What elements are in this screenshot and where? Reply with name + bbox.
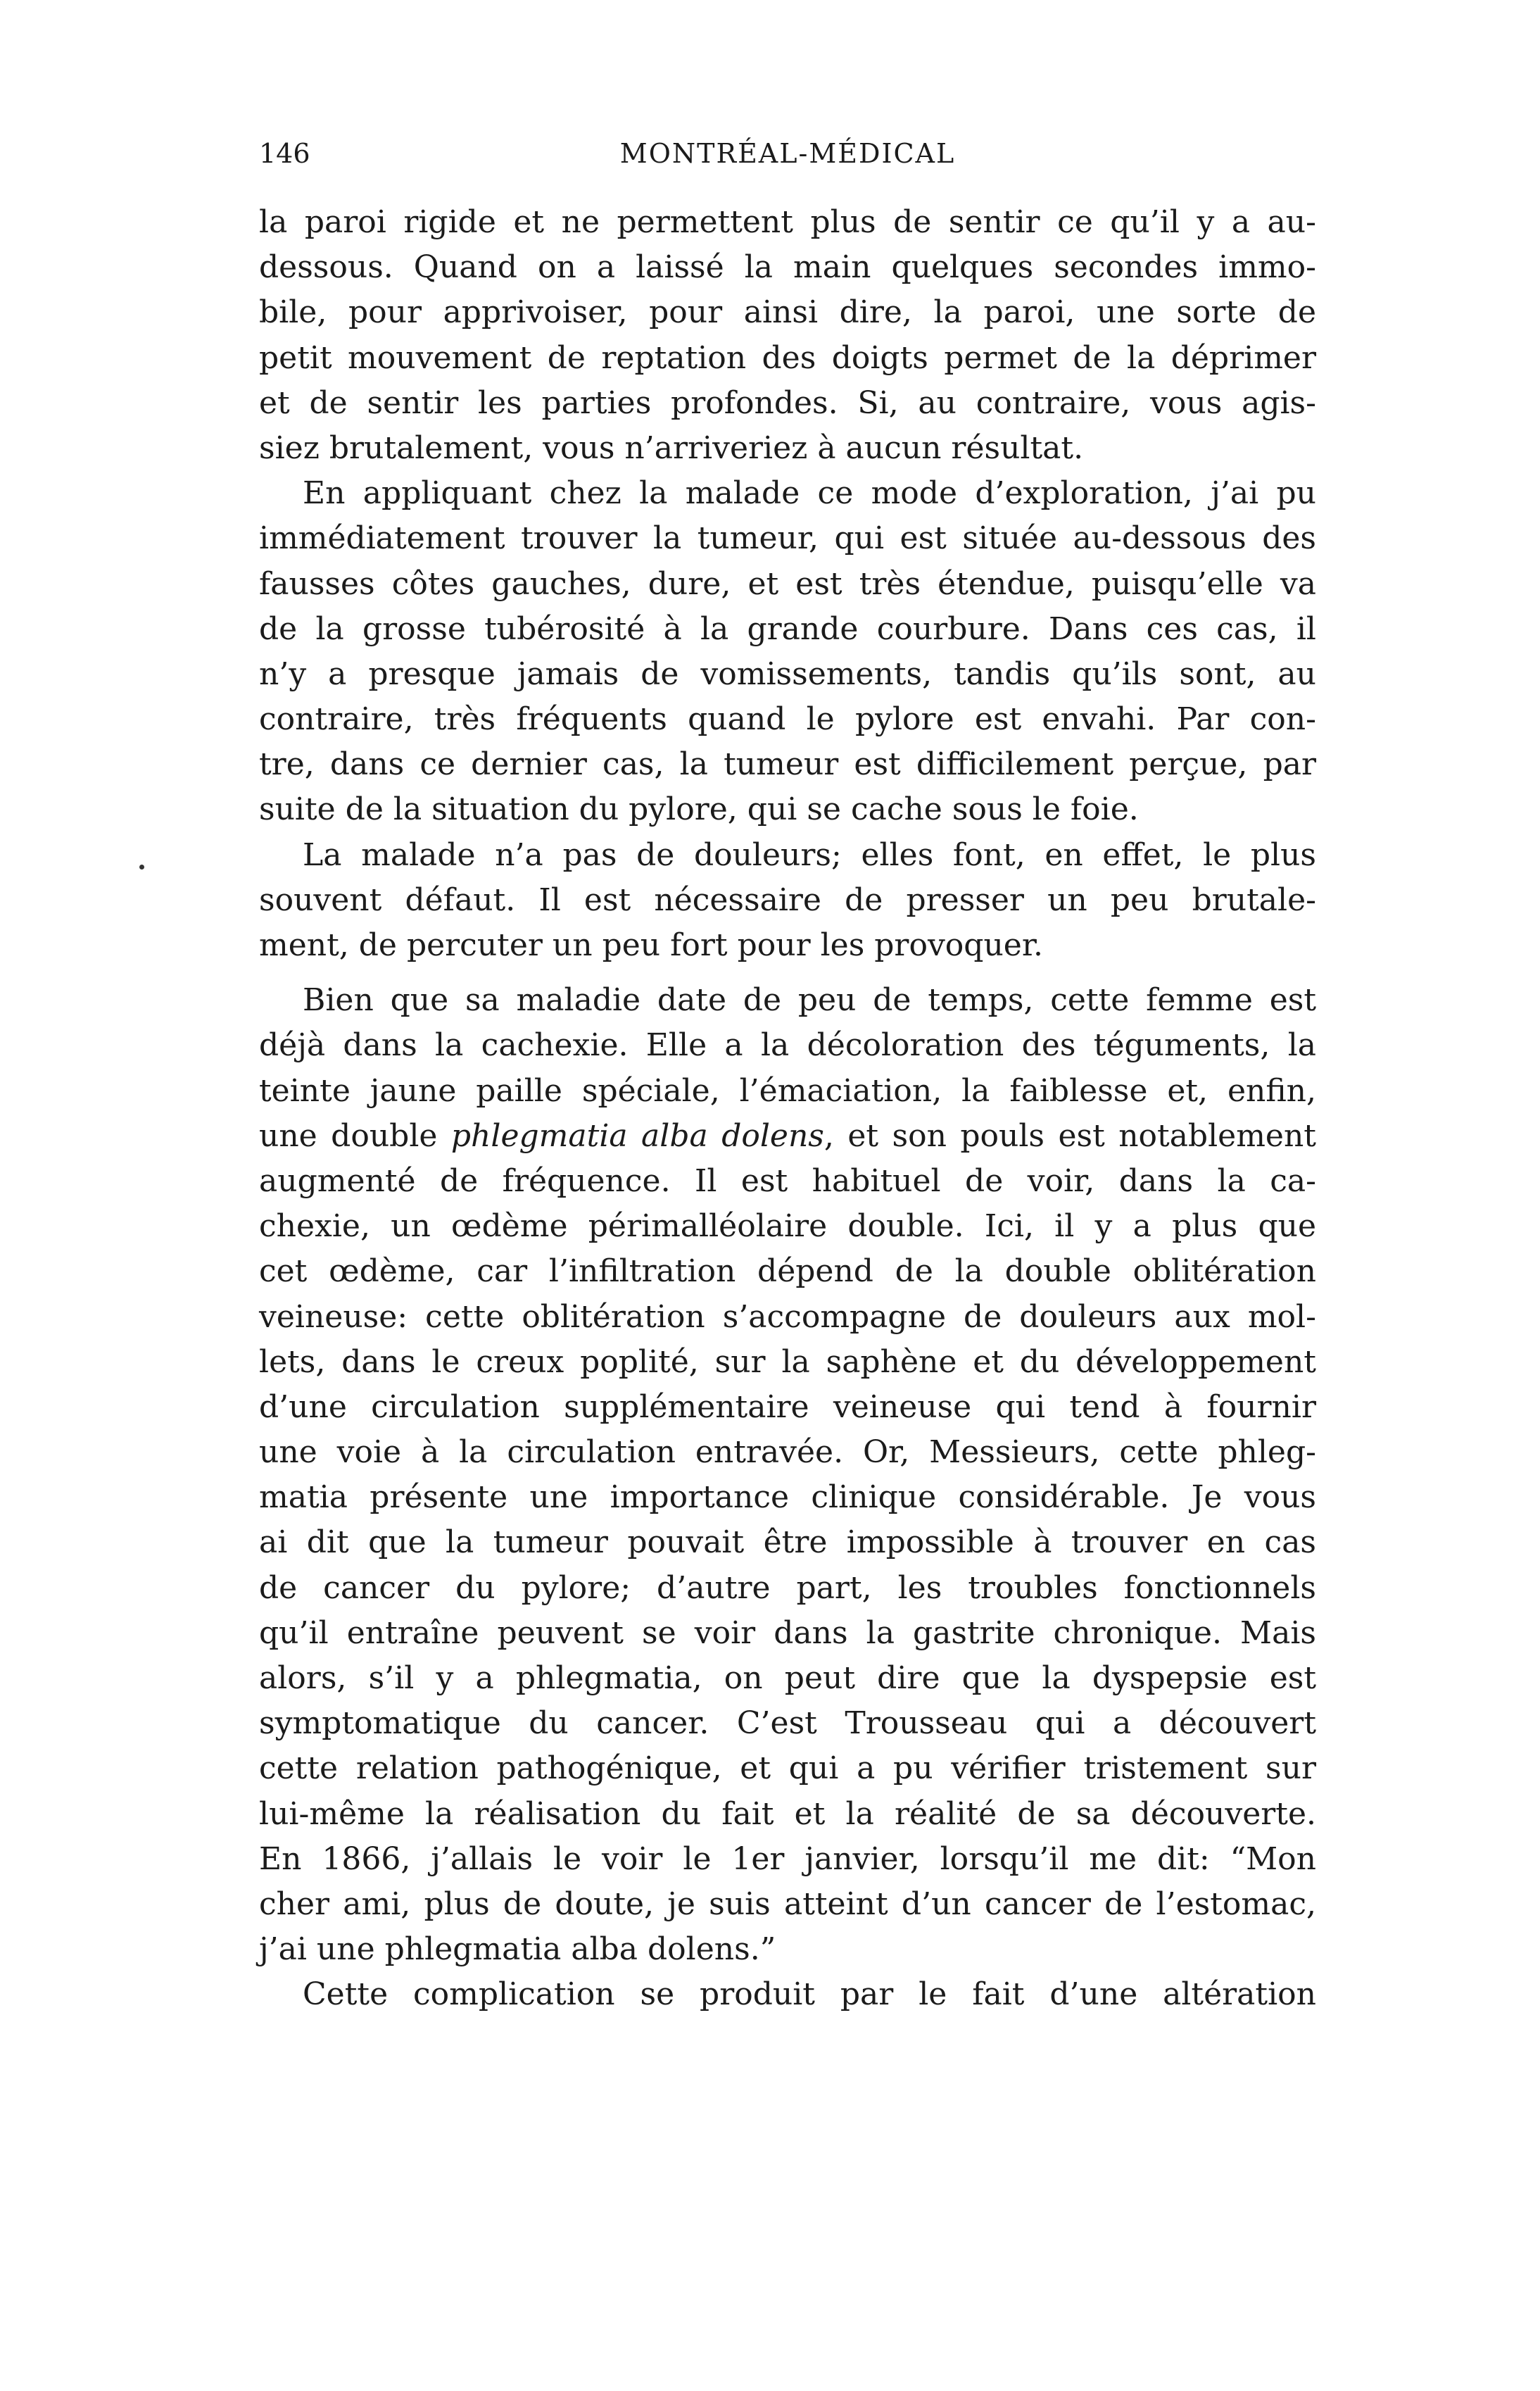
text-line: suite de la situation du pylore, qui se cache sous le foie. <box>259 791 1139 828</box>
text-line: Cette complication se produit par le fait d’une altération <box>303 1976 1316 2013</box>
text-line: immédiatement trouver la tumeur, qui est située au-dessous des <box>259 520 1316 557</box>
text-line: la paroi rigide et ne permettent plus de sentir ce qu’il y a au- <box>259 204 1316 240</box>
text-line: siez brutalement, vous n’arriveriez à aucun résultat. <box>259 429 1084 466</box>
text-line: cette relation pathogénique, et qui a pu vérifier tristement sur <box>259 1750 1316 1787</box>
text-segment: une double <box>259 1117 438 1154</box>
margin-dot <box>139 865 144 870</box>
text-line: cher ami, plus de doute, je suis atteint d’un cancer de l’estomac, <box>259 1885 1316 1922</box>
text-line: augmenté de fréquence. Il est habituel de voir, dans la ca- <box>259 1162 1316 1199</box>
text-line: En appliquant chez la malade ce mode d’exploration, j’ai pu <box>303 475 1316 512</box>
page-header <box>259 132 1316 175</box>
text-line: symptomatique du cancer. C’est Trousseau qui a découvert <box>259 1705 1316 1742</box>
text-line: fausses côtes gauches, dure, et est très étendue, puisqu’elle va <box>259 565 1316 602</box>
text-line: bile, pour apprivoiser, pour ainsi dire, la paroi, une sorte de <box>259 294 1316 331</box>
text-line: lets, dans le creux poplité, sur la saphène et du développement <box>259 1343 1316 1380</box>
text-line: teinte jaune paille spéciale, l’émaciation, la faiblesse et, enfin, <box>259 1072 1316 1109</box>
text-line: ai dit que la tumeur pouvait être impossible à trouver en cas <box>259 1524 1316 1561</box>
text-line: qu’il entraîne peuvent se voir dans la gastrite chronique. Mais <box>259 1614 1316 1651</box>
text-line: n’y a presque jamais de vomissements, tandis qu’ils sont, au <box>259 655 1316 692</box>
paragraph-gap <box>259 968 1316 978</box>
text-line: lui-même la réalisation du fait et la réalité de sa découverte. <box>259 1795 1316 1832</box>
text-line: et de sentir les parties profondes. Si, au contraire, vous agis- <box>259 384 1316 421</box>
text-line: alors, s’il y a phlegmatia, on peut dire que la dyspepsie est <box>259 1660 1316 1696</box>
italic-term: phlegmatia alba dolens <box>450 1117 824 1154</box>
text-line: Bien que sa maladie date de peu de temps, cette femme est <box>303 982 1316 1019</box>
text-line: déjà dans la cachexie. Elle a la décoloration des téguments, la <box>259 1027 1316 1064</box>
text-line: souvent défaut. Il est nécessaire de presser un peu brutale- <box>259 881 1316 918</box>
text-line: de la grosse tubérosité à la grande courbure. Dans ces cas, il <box>259 610 1316 647</box>
text-line: matia présente une importance clinique considérable. Je vous <box>259 1479 1316 1516</box>
text-line: contraire, très fréquents quand le pylore est envahi. Par con- <box>259 701 1316 738</box>
page-number: 146 <box>259 138 310 169</box>
text-line: dessous. Quand on a laissé la main quelques secondes immo- <box>259 249 1316 286</box>
running-title: MONTRÉAL-MÉDICAL <box>619 138 956 169</box>
text-line: petit mouvement de reptation des doigts permet de la déprimer <box>259 339 1316 376</box>
text-line: d’une circulation supplémentaire veineuse qui tend à fournir <box>259 1388 1316 1425</box>
text-line: une voie à la circulation entravée. Or, Messieurs, cette phleg- <box>259 1434 1316 1471</box>
text-line: cet œdème, car l’infiltration dépend de la double oblitération <box>259 1253 1316 1290</box>
body-text <box>259 200 1316 2018</box>
text-line: veineuse: cette oblitération s’accompagne de douleurs aux mol- <box>259 1298 1316 1335</box>
text-line <box>259 1114 1316 1159</box>
text-line: En 1866, j’allais le voir le 1er janvier, lorsqu’il me dit: “Mon <box>259 1840 1316 1877</box>
text-line: ment, de percuter un peu fort pour les provoquer. <box>259 927 1044 963</box>
text-segment: , et son pouls est notablement <box>823 1117 1316 1154</box>
text-line: La malade n’a pas de douleurs; elles font, en effet, le plus <box>303 836 1316 873</box>
text-line: tre, dans ce dernier cas, la tumeur est difficilement perçue, par <box>259 746 1316 783</box>
text-line: chexie, un œdème périmalléolaire double. Ici, il y a plus que <box>259 1208 1316 1245</box>
text-line: j’ai une phlegmatia alba dolens.” <box>259 1931 776 1968</box>
text-line: de cancer du pylore; d’autre part, les troubles fonctionnels <box>259 1569 1316 1606</box>
